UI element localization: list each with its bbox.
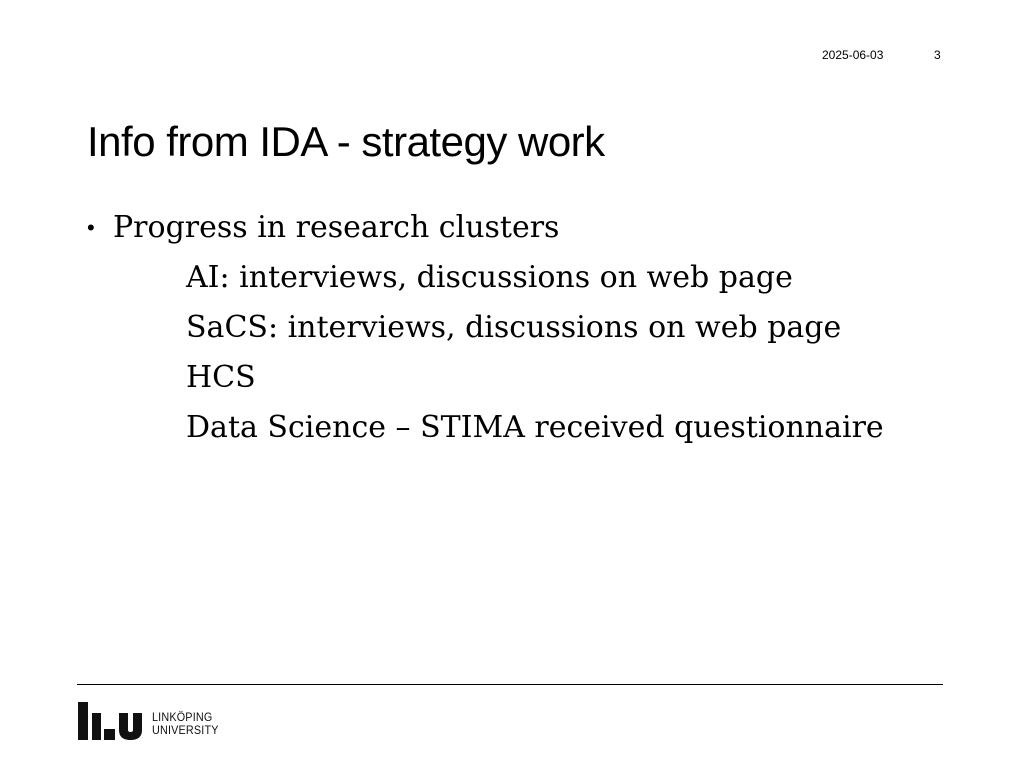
bullet-text: Progress in research clusters: [113, 210, 560, 245]
university-logo: [77, 702, 237, 742]
slide-date: 2025-06-03: [822, 48, 884, 62]
liu-logo-mark-icon: [77, 702, 147, 742]
slide-title: Info from IDA - strategy work: [87, 118, 605, 165]
bullet-item: [87, 208, 559, 248]
footer-divider: [77, 684, 943, 685]
sub-item-ai: AI: interviews, discussions on web page: [186, 260, 793, 295]
slide-page-number: 3: [934, 48, 941, 62]
sub-item-sacs: SaCS: interviews, discussions on web page: [186, 310, 842, 345]
logo-text-line1: LINKÖPING: [152, 710, 213, 724]
sub-item-data-science: Data Science – STIMA received questionnaire: [186, 410, 884, 445]
bullet-dot-icon: •: [87, 215, 95, 240]
logo-text-line2: UNIVERSITY: [152, 723, 219, 737]
sub-item-hcs: HCS: [186, 360, 256, 395]
